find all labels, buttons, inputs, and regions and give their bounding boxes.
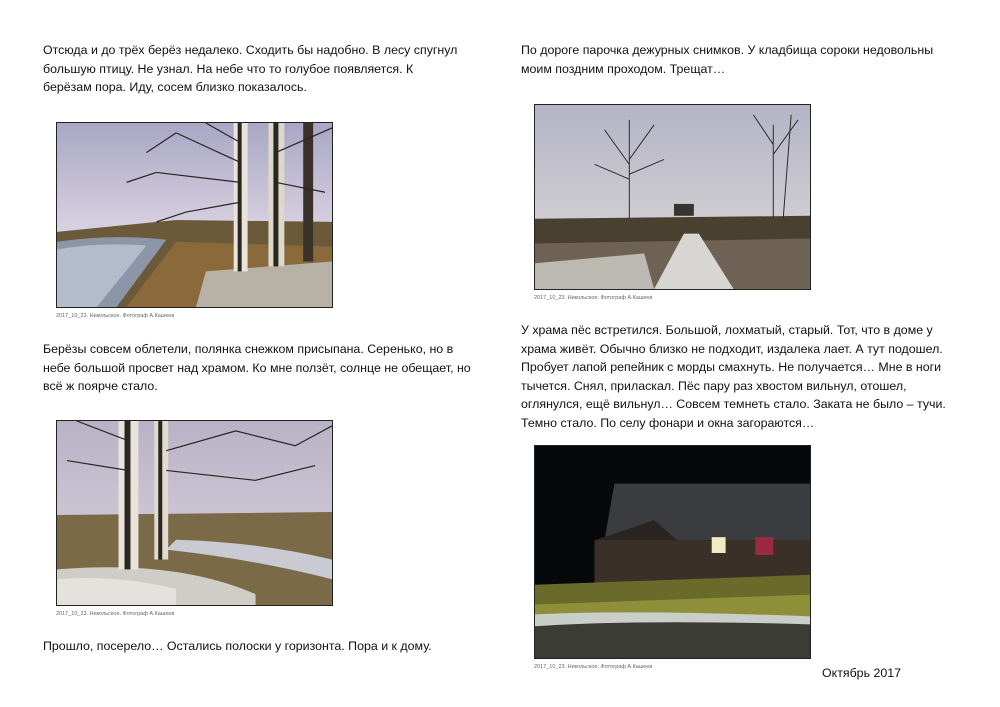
photo-birch-river [56, 122, 333, 308]
paragraph-birches: Берёзы совсем облетели, полянка снежком присыпана. Серенько, но в небе большой просвет над храмом. Ко мне ползёт, солнце не обещает, но всё ж поярче стало. [43, 342, 471, 394]
paragraph-dog: У храма пёс встретился. Большой, лохматый, старый. Тот, что в доме у храма живёт. Обычно близко не подходит, издалека лает. А тут подошел. Пробует лапой репейник с морды смахнуть. Не получается… Мне в ноги тычется. Снял, приласкал. Пёс пару раз хвостом вильнул, отошел, оглянулся, ещё вильнул… Совсем темнеть стало. Заката не было – тучи. Темно стало. По селу фонари и окна загораются… [521, 323, 946, 430]
photo-birch-riverbank [56, 420, 333, 606]
photo-caption: 2017_10_23. Никольское. Фотограф А.Кашеев [56, 611, 175, 617]
photo-caption: 2017_10_23. Никольское. Фотограф А.Кашеев [534, 295, 653, 301]
paragraph-dusk: Прошло, посерело… Остались полоски у горизонта. Пора и к дому. [43, 639, 432, 653]
signature-date: Октябрь 2017 [822, 666, 902, 680]
photo-caption: 2017_10_23. Никольское. Фотограф А.Кашеев [534, 664, 653, 670]
photo-village-night [534, 445, 811, 659]
paragraph-intro: Отсюда и до трёх берёз недалеко. Сходить бы надобно. В лесу спугнул большую птицу. Не узнал. На небе что то голубое появляется. К берёзам пора. Иду, сосем близко показалось. [43, 43, 458, 95]
photo-field-road [534, 104, 811, 290]
paragraph-road: По дороге парочка дежурных снимков. У кладбища сороки недовольны моим поздним проходом. Трещат… [521, 43, 934, 76]
photo-caption: 2017_10_23. Никольское. Фотограф А.Кашеев [56, 313, 175, 319]
